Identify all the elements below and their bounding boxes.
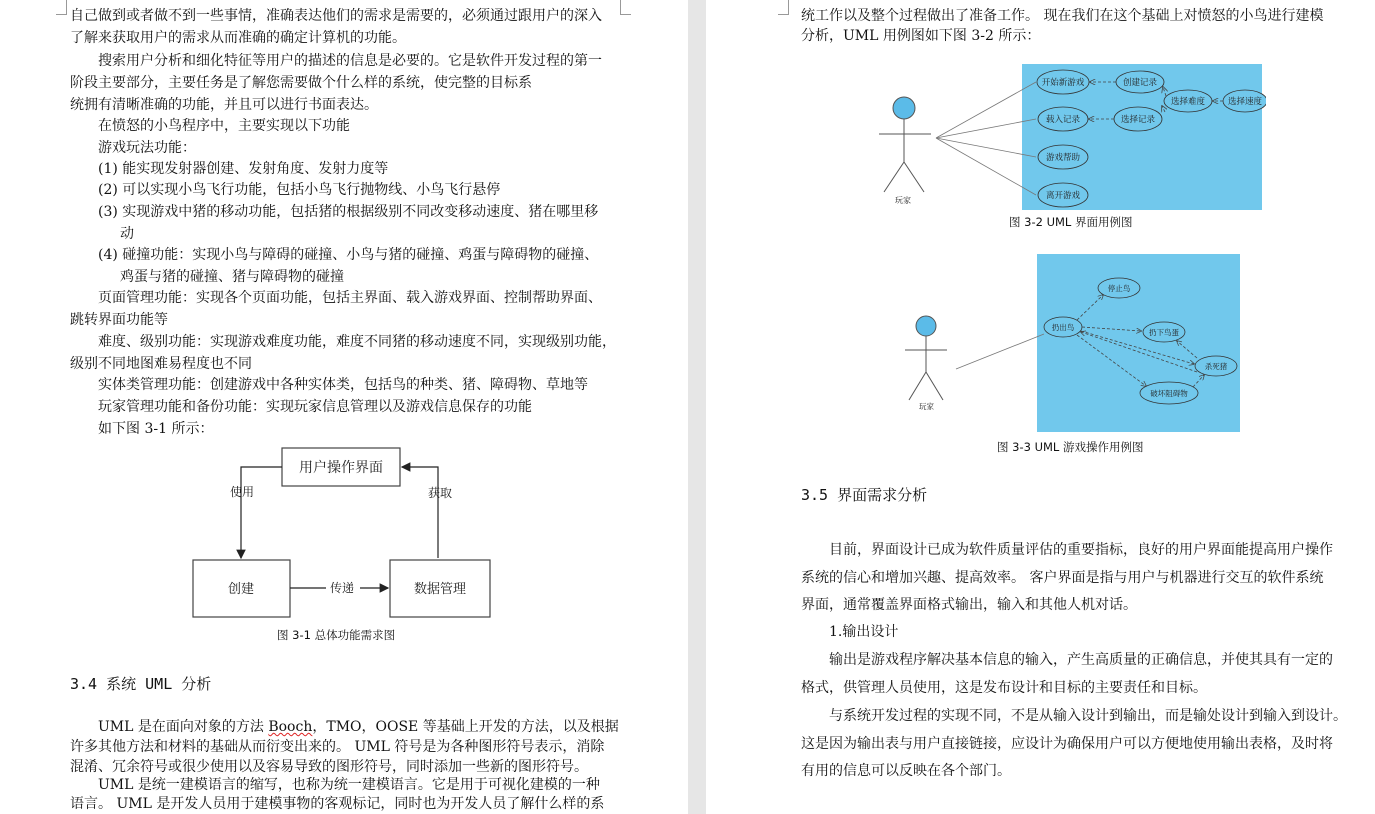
body-line: 许多其他方法和材料的基础从而衍变出来的。 UML 符号是为各种图形符号表示，消除 <box>70 739 605 755</box>
actor-player <box>905 316 947 400</box>
body-line: 有用的信息可以反映在各个部门。 <box>801 763 1011 779</box>
list-item: (3) 实现游戏中猪的移动功能，包括猪的根据级别不同改变移动速度、猪在哪里移 <box>98 204 599 220</box>
svg-text:游戏帮助: 游戏帮助 <box>1045 153 1081 163</box>
body-line: UML 是在面向对象的方法 Booch，TMO，OOSE 等基础上开发的方法，以及根据 <box>98 719 619 735</box>
box-user-ui-label: 用户操作界面 <box>299 460 383 476</box>
body-line: 目前，界面设计已成为软件质量评估的重要指标，良好的用户界面能提高用户操作 <box>829 542 1333 558</box>
actor-label: 玩家 <box>919 402 934 411</box>
body-line: 阶段主要部分，主要任务是了解您需要做个什么样的系统，使完整的目标系 <box>70 75 532 91</box>
label-pass: 传递 <box>330 581 355 595</box>
subheading: 1.输出设计 <box>829 624 899 640</box>
body-line: 混淆、冗余符号或很少使用以及容易导致的图形符号，同时添加一些新的图形符号。 <box>70 759 588 775</box>
list-item: (1) 能实现发射器创建、发射角度、发射力度等 <box>98 161 389 177</box>
list-item-cont: 动 <box>120 226 134 242</box>
body-line: 统工作以及整个过程做出了准备工作。 现在我们在这个基础上对愤怒的小鸟进行建模 <box>801 8 1324 24</box>
body-line: 系统的信心和增加兴趣、提高效率。 客户界面是指与用户与机器进行交互的软件系统 <box>801 570 1324 586</box>
body-line: 统拥有清晰准确的功能，并且可以进行书面表达。 <box>70 97 378 113</box>
svg-text:选择速度: 选择速度 <box>1227 97 1263 107</box>
box-data-mgmt-label: 数据管理 <box>413 582 467 597</box>
svg-text:选择难度: 选择难度 <box>1170 97 1206 107</box>
body-line: 分析，UML 用例图如下图 3-2 所示： <box>801 28 1041 44</box>
figure-3-1 <box>180 440 510 620</box>
svg-text:扔出鸟: 扔出鸟 <box>1051 323 1075 332</box>
body-line: UML 是统一建模语言的缩写，也称为统一建模语言。它是用于可视化建模的一种 <box>98 777 600 793</box>
body-line: 级别不同地图难易程度也不同 <box>70 356 252 372</box>
usecase-area <box>1037 254 1240 432</box>
body-line: 在愤怒的小鸟程序中，主要实现以下功能 <box>98 118 350 134</box>
body-line: 输出是游戏程序解决基本信息的输入，产生高质量的正确信息，并使其具有一定的 <box>829 652 1333 668</box>
body-line: 玩家管理功能和备份功能：实现玩家信息管理以及游戏信息保存的功能 <box>98 399 532 415</box>
figure-3-2 <box>876 62 1266 212</box>
label-get: 获取 <box>428 486 453 500</box>
crop-mark <box>778 0 789 15</box>
body-line: 语言。 UML 是开发人员用于建模事物的客观标记，同时也为开发人员了解什么样的系 <box>70 796 605 812</box>
svg-text:选择记录: 选择记录 <box>1120 115 1156 125</box>
svg-text:扔下鸟蛋: 扔下鸟蛋 <box>1149 328 1179 337</box>
body-line: 这是因为输出表与用户直接链接，应设计为确保用户可以方便地使用输出表格，及时将 <box>801 736 1333 752</box>
svg-text:杀死猪: 杀死猪 <box>1204 362 1228 371</box>
figure-caption: 图 3-2 UML 界面用例图 <box>1009 215 1133 229</box>
body-line: 难度、级别功能：实现游戏难度功能，难度不同猪的移动速度不同，实现级别功能， <box>98 334 616 350</box>
right-page <box>706 0 1375 814</box>
actor-label: 玩家 <box>895 196 911 205</box>
arrow-use <box>241 467 282 558</box>
box-create-label: 创建 <box>227 582 255 597</box>
section-heading: 3.5 界面需求分析 <box>801 486 928 504</box>
body-line: 自己做到或者做不到一些事情，准确表达他们的需求是需要的，必须通过跟用户的深入 <box>70 8 602 24</box>
svg-text:破坏阻碍物: 破坏阻碍物 <box>1150 389 1188 398</box>
page-gutter <box>688 0 706 814</box>
body-line: 了解来获取用户的需求从而准确的确定计算机的功能。 <box>70 30 406 46</box>
svg-text:载入记录: 载入记录 <box>1045 115 1081 125</box>
body-line: 界面，通常覆盖界面格式输出，输入和其他人机对话。 <box>801 597 1137 613</box>
actor-player <box>879 97 931 192</box>
body-line: 跳转界面功能等 <box>70 312 168 328</box>
body-line: 页面管理功能：实现各个页面功能，包括主界面、载入游戏界面、控制帮助界面、 <box>98 290 602 306</box>
figure-caption: 图 3-3 UML 游戏操作用例图 <box>997 440 1144 454</box>
svg-text:停止鸟: 停止鸟 <box>1107 284 1131 293</box>
body-line: 游戏玩法功能： <box>98 140 196 156</box>
section-heading: 3.4 系统 UML 分析 <box>70 675 212 693</box>
figure-caption: 图 3-1 总体功能需求图 <box>277 628 396 642</box>
svg-text:创建记录: 创建记录 <box>1122 78 1158 88</box>
arrow-get <box>402 467 438 558</box>
list-item: (2) 可以实现小鸟飞行功能，包括小鸟飞行抛物线、小鸟飞行悬停 <box>98 182 501 198</box>
body-line: 格式，供管理人员使用，这是发布设计和目标的主要责任和目标。 <box>801 680 1207 696</box>
crop-mark <box>620 0 631 15</box>
list-item-cont: 鸡蛋与猪的碰撞、猪与障碍物的碰撞 <box>120 269 344 285</box>
body-line: 与系统开发过程的实现不同，不是从输入设计到输出，而是输处设计到输入到设计。 <box>829 708 1347 724</box>
figure-3-3 <box>901 254 1246 434</box>
svg-text:开始新游戏: 开始新游戏 <box>1041 78 1085 88</box>
label-use: 使用 <box>230 485 255 499</box>
body-line: 搜索用户分析和细化特征等用户的描述的信息是必要的。它是软件开发过程的第一 <box>98 53 602 69</box>
body-line: 实体类管理功能：创建游戏中各种实体类，包括鸟的种类、猪、障碍物、草地等 <box>98 377 588 393</box>
body-line: 如下图 3-1 所示： <box>98 421 214 437</box>
crop-mark <box>56 0 67 15</box>
svg-text:离开游戏: 离开游戏 <box>1045 191 1081 201</box>
list-item: (4) 碰撞功能：实现小鸟与障碍的碰撞、小鸟与猪的碰撞、鸡蛋与障碍物的碰撞、 <box>98 247 599 263</box>
